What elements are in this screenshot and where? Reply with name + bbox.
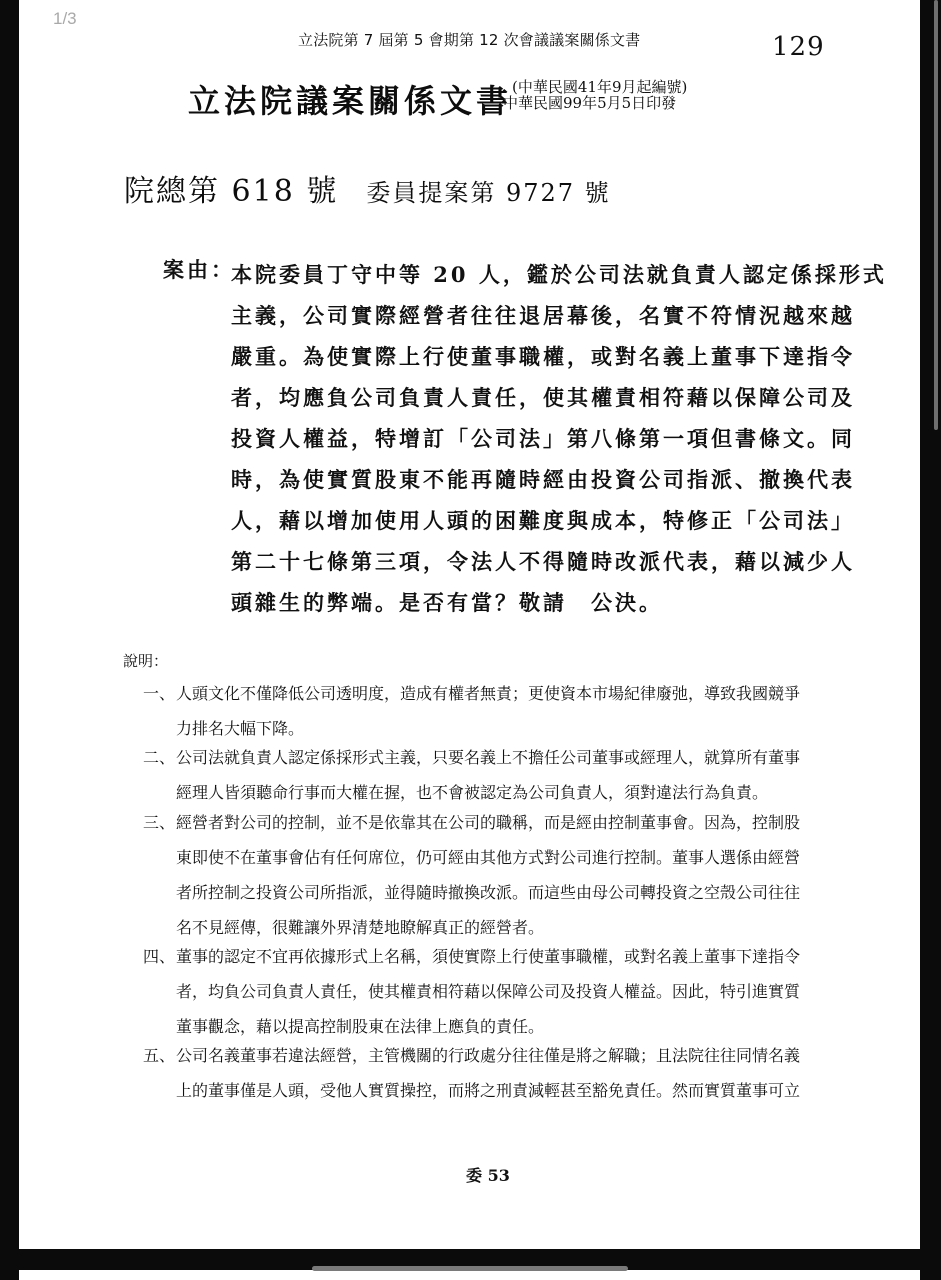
title-note-print-date: 中華民國99年5月5日印發 [503,94,677,112]
explanation-line: 公司名義董事若違法經營，主管機關的行政處分往往僅是將之解職；且法院往往同情名義 [176,1046,801,1065]
case-body [231,254,887,623]
explanation-line: 經理人皆須聽命行事而大權在握，也不會被認定為公司負責人，須對違法行為負責。 [176,783,769,802]
explanation-item [143,939,843,1044]
explanation-item [143,805,843,945]
next-page-edge [19,1270,920,1280]
explanation-line: 董事觀念，藉以提高控制股東在法律上應負的責任。 [176,1017,545,1036]
explanation-line: 東即使不在董事會佔有任何席位，仍可經由其他方式對公司進行控制。董事人選係由經營 [176,848,801,867]
page-number: 129 [772,32,825,62]
general-number: 院總第 618 號 [124,174,339,209]
explanation-line: 上的董事僅是人頭，受他人實質操控，而將之刑責減輕甚至豁免責任。然而實質董事可立 [176,1081,801,1100]
explanation-line: 力排名大幅下降。 [176,719,305,738]
reference-line [124,166,611,210]
explanation-heading: 說明： [123,652,169,670]
case-line: 者，均應負公司負責人責任，使其權責相符藉以保障公司及 [231,385,855,410]
explanation-item [143,740,843,810]
proposal-number: 委員提案第 9727 號 [366,179,611,207]
case-line: 時，為使實質股東不能再隨時經由投資公司指派、撤換代表 [231,467,855,492]
document-header: 立法院第 7 屆第 5 會期第 12 次會議議案關係文書 [298,31,641,49]
explanation-line: 公司法就負責人認定係採形式主義，只要名義上不擔任公司董事或經理人，就算所有董事 [176,748,801,767]
explanation-number: 三、 [143,813,176,832]
explanation-number: 二、 [143,748,176,767]
case-line: 人，藉以增加使用人頭的困難度與成本，特修正「公司法」 [231,508,855,533]
explanation-line: 董事的認定不宜再依據形式上名稱，須使實際上行使董事職權，或對名義上董事下達指令 [176,947,801,966]
case-line: 投資人權益，特增訂「公司法」第八條第一項但書條文。同 [231,426,855,451]
explanation-item [143,676,843,746]
page-footer: 委 53 [466,1166,510,1185]
explanation-line: 名不見經傳，很難讓外界清楚地瞭解真正的經營者。 [176,918,545,937]
explanation-line: 經營者對公司的控制，並不是依靠其在公司的職稱，而是經由控制董事會。因為，控制股 [176,813,801,832]
explanation-number: 一、 [143,684,176,703]
case-line: 第二十七條第三項，令法人不得隨時改派代表，藉以減少人 [231,549,855,574]
explanation-line: 人頭文化不僅降低公司透明度，造成有權者無責；更使資本市場紀律廢弛，導致我國競爭 [176,684,801,703]
document-title: 立法院議案關係文書 [188,82,513,120]
title-note-numbering: (中華民國41年9月起編號) [512,78,688,96]
title-note [503,78,688,112]
case-line: 嚴重。為使實際上行使董事職權，或對名義上董事下達指令 [231,344,855,369]
case-line: 本院委員丁守中等 20 人，鑑於公司法就負責人認定係採形式 [231,262,887,287]
page-indicator: 1/3 [53,9,77,28]
explanation-item [143,1038,843,1108]
explanation-line: 者所控制之投資公司所指派，並得隨時撤換改派。而這些由母公司轉投資之空殼公司往往 [176,883,801,902]
case-line: 主義，公司實際經營者往往退居幕後，名實不符情況越來越 [231,303,855,328]
explanation-number: 四、 [143,947,176,966]
home-indicator[interactable] [312,1266,628,1271]
vertical-scrollbar[interactable] [934,0,938,430]
explanation-line: 者，均負公司負責人責任，使其權責相符藉以保障公司及投資人權益。因此，特引進實質 [176,982,801,1001]
case-line: 頭雜生的弊端。是否有當？敬請 公決。 [231,590,663,615]
case-label: 案由： [163,257,235,282]
explanation-number: 五、 [143,1046,176,1065]
